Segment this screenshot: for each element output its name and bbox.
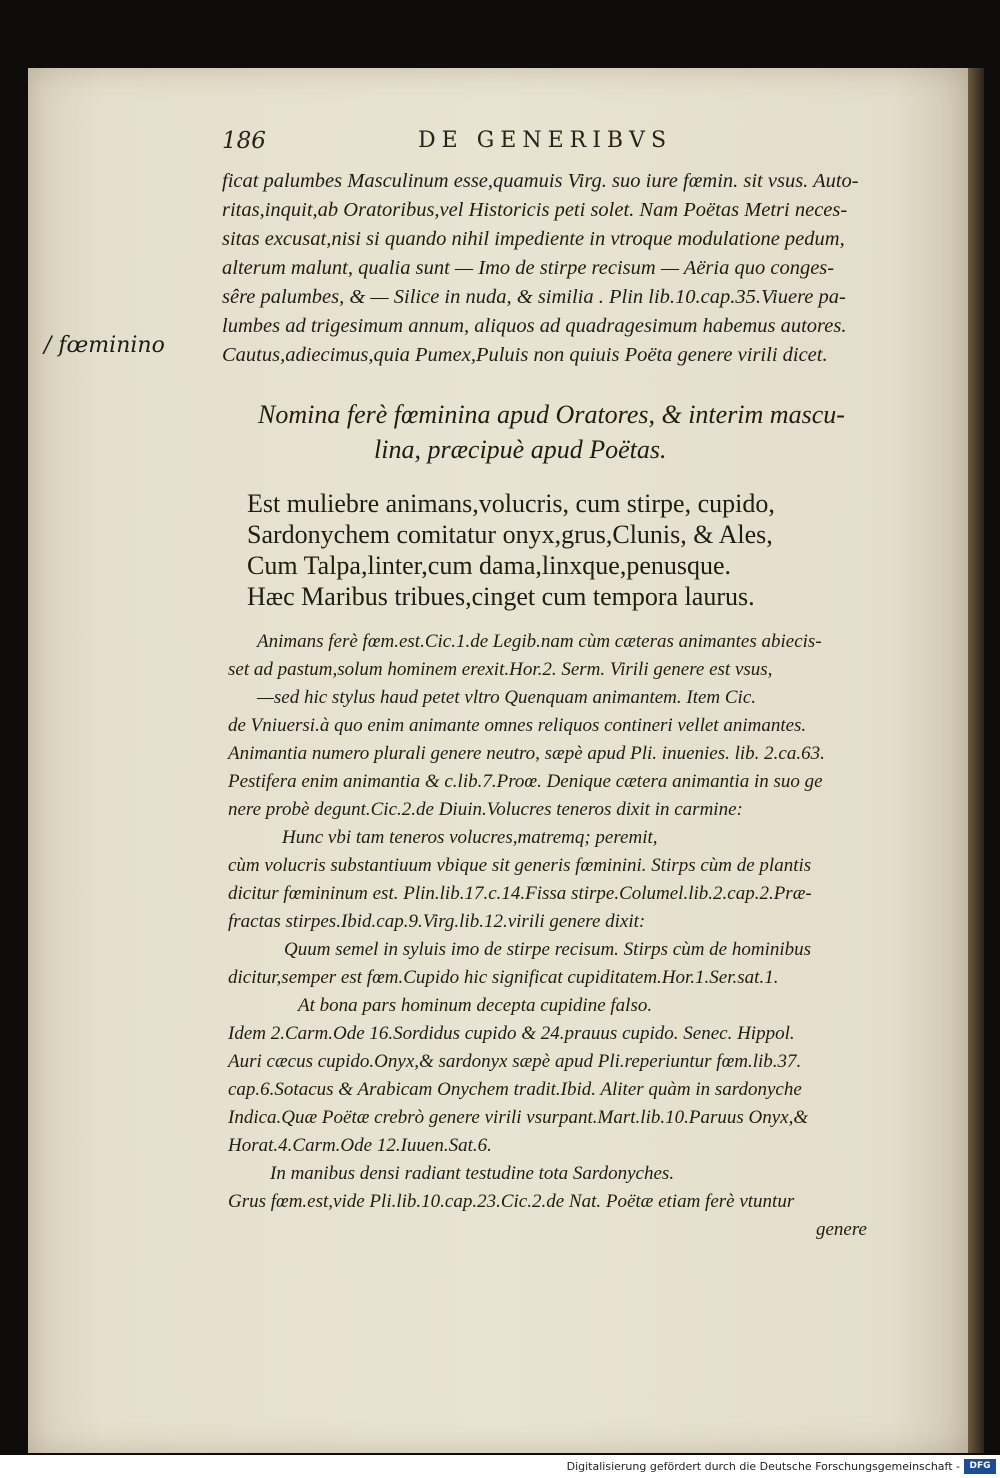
- running-title: DE GENERIBVS: [418, 128, 673, 153]
- verse-line: Cum Talpa,linter,cum dama,linxque,penusque.: [247, 551, 732, 580]
- paragraph-line: sitas excusat,nisi si quando nihil impediente in vtroque modulatione pedum,: [222, 228, 845, 250]
- commentary-line: At bona pars hominum decepta cupidine falso.: [298, 995, 653, 1016]
- commentary-line: nere probè degunt.Cic.2.de Diuin.Volucres teneros dixit in carmine:: [228, 799, 743, 820]
- commentary-line: cap.6.Sotacus & Arabicam Onychem tradit.Ibid. Aliter quàm in sardonyche: [228, 1079, 802, 1100]
- paragraph-line: Cautus,adiecimus,quia Pumex,Puluis non quiuis Poëta genere virili dicet.: [222, 344, 828, 366]
- margin-note: / fœminino: [44, 333, 165, 358]
- commentary-line: Hunc vbi tam teneros volucres,matremq; peremit,: [282, 827, 658, 848]
- commentary-line: set ad pastum,solum hominem erexit.Hor.2. Serm. Virili genere est vsus,: [228, 659, 773, 680]
- paragraph-line: ritas,inquit,ab Oratoribus,vel Historicis peti solet. Nam Poëtas Metri neces-: [222, 199, 848, 221]
- catchword: genere: [816, 1219, 867, 1240]
- page-edge: [968, 68, 984, 1453]
- footer-text: Digitalisierung gefördert durch die Deutsche Forschungsgemeinschaft -: [566, 1460, 960, 1473]
- verse-line: Sardonychem comitatur onyx,grus,Clunis, & Ales,: [247, 520, 773, 549]
- page-header: [222, 128, 872, 162]
- commentary-line: —sed hic stylus haud petet vltro Quenquam animantem. Item Cic.: [257, 687, 757, 708]
- commentary-line: de Vniuersi.à quo enim animante omnes reliquos contineri vellet animantes.: [228, 715, 807, 736]
- commentary-line: cùm volucris substantiuum vbique sit generis fœminini. Stirps cùm de plantis: [228, 855, 812, 876]
- verse-line: Hæc Maribus tribues,cinget cum tempora laurus.: [247, 582, 755, 611]
- commentary-line: fractas stirpes.Ibid.cap.9.Virg.lib.12.virili genere dixit:: [228, 911, 646, 932]
- section-heading: lina, præcipuè apud Poëtas.: [374, 435, 667, 464]
- commentary-line: Pestifera enim animantia & c.lib.7.Proœ. Denique cætera animantia in suo ge: [228, 771, 823, 792]
- verse-line: Est muliebre animans,volucris, cum stirpe, cupido,: [247, 489, 775, 518]
- commentary-line: Quum semel in syluis imo de stirpe recisum. Stirps cùm de hominibus: [284, 939, 812, 960]
- commentary-line: Indica.Quæ Poëtæ crebrò genere virili vsurpant.Mart.lib.10.Paruus Onyx,&: [228, 1107, 809, 1128]
- commentary-line: Horat.4.Carm.Ode 12.Iuuen.Sat.6.: [228, 1135, 492, 1156]
- commentary-line: Auri cæcus cupido.Onyx,& sardonyx sæpè apud Pli.reperiuntur fœm.lib.37.: [228, 1051, 802, 1072]
- commentary-line: dicitur fœmininum est. Plin.lib.17.c.14.Fissa stirpe.Columel.lib.2.cap.2.Præ-: [228, 883, 812, 904]
- paragraph-line: sêre palumbes, & — Silice in nuda, & similia . Plin lib.10.cap.35.Viuere pa-: [222, 286, 846, 308]
- commentary-line: Grus fœm.est,vide Pli.lib.10.cap.23.Cic.2.de Nat. Poëtæ etiam ferè vtuntur: [228, 1191, 795, 1212]
- paragraph-line: lumbes ad trigesimum annum, aliquos ad quadragesimum habemus autores.: [222, 315, 847, 337]
- dfg-logo-icon: DFG: [964, 1459, 996, 1474]
- commentary-line: dicitur,semper est fœm.Cupido hic significat cupiditatem.Hor.1.Ser.sat.1.: [228, 967, 779, 988]
- paragraph-line: ficat palumbes Masculinum esse,quamuis Virg. suo iure fœmin. sit vsus. Auto-: [222, 170, 859, 192]
- digitization-footer: [0, 1455, 1000, 1478]
- commentary-line: Animantia numero plurali genere neutro, sæpè apud Pli. inuenies. lib. 2.ca.63.: [228, 743, 825, 764]
- commentary-line: Idem 2.Carm.Ode 16.Sordidus cupido & 24.prauus cupido. Senec. Hippol.: [228, 1023, 795, 1044]
- commentary-line: Animans ferè fœm.est.Cic.1.de Legib.nam cùm cæteras animantes abiecis-: [257, 631, 822, 652]
- section-heading: Nomina ferè fœminina apud Oratores, & interim mascu-: [258, 400, 845, 429]
- paragraph-line: alterum malunt, qualia sunt — Imo de stirpe recisum — Aëria quo conges-: [222, 257, 835, 279]
- page-number: 186: [222, 128, 266, 154]
- commentary-line: In manibus densi radiant testudine tota Sardonyches.: [270, 1163, 675, 1184]
